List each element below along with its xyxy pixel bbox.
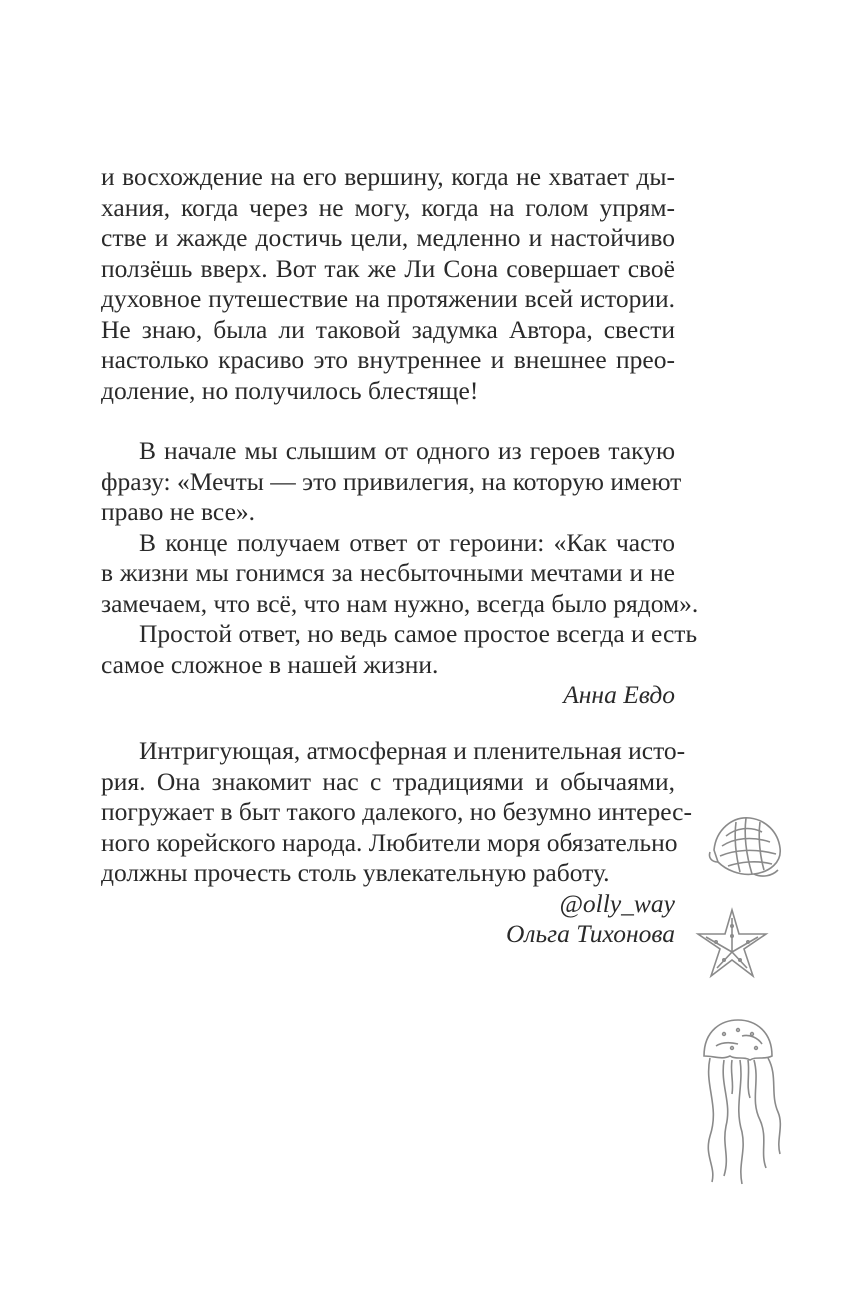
text-line: должны прочесть столь увлекательную работу. bbox=[101, 858, 610, 887]
text-line: погружает в быт такого далекого, но безумно интерес- bbox=[101, 797, 692, 826]
text-line: Интригующая, атмосферная и пленительная исто- bbox=[139, 736, 686, 765]
text-line: ного корейского народа. Любители моря обязательно bbox=[101, 827, 678, 857]
text-line: и восхождение на его вершину, когда не хватает ды- bbox=[101, 162, 675, 191]
text-line: доление, но получилось блестяще! bbox=[101, 375, 479, 405]
text-line: в жизни мы гонимся за несбыточными мечтами и не bbox=[101, 558, 675, 587]
text-line: настолько красиво это внутреннее и внешнее прео- bbox=[101, 345, 675, 374]
review-anna-evdo bbox=[101, 436, 699, 711]
text-line: ползёшь вверх. Вот так же Ли Сона совершает своё bbox=[101, 253, 675, 283]
text-line: право не все». bbox=[101, 497, 256, 526]
jellyfish-icon bbox=[694, 1016, 786, 1186]
text-line: замечаем, что всё, что нам нужно, всегда было рядом». bbox=[101, 588, 699, 618]
text-line: фразу: «Мечты — это привилегия, на которую имеют bbox=[101, 466, 682, 496]
review-signature-name: Ольга Тихонова bbox=[505, 919, 675, 948]
review-signature-handle: @olly_way bbox=[559, 888, 675, 918]
review-olga-tikhonova bbox=[101, 736, 692, 950]
text-line: В конце получаем ответ от героини: «Как часто bbox=[139, 527, 675, 557]
text-line: духовное путешествие на протяжении всей истории. bbox=[101, 284, 675, 313]
text-line: рия. Она знакомит нас с традициями и обычаями, bbox=[101, 766, 675, 796]
seashell-icon bbox=[706, 806, 786, 880]
review-paragraph-1 bbox=[101, 162, 675, 406]
text-line: самое сложное в нашей жизни. bbox=[101, 649, 439, 679]
text-line: стве и жажде достичь цели, медленно и настойчиво bbox=[101, 223, 675, 252]
text-line: Не знаю, была ли таковой задумка Автора, свести bbox=[101, 314, 675, 344]
text-line: В начале мы слышим от одного из героев такую bbox=[139, 436, 675, 465]
text-line: Простой ответ, но ведь самое простое всегда и есть bbox=[139, 619, 698, 648]
text-line: хания, когда через не могу, когда на голом упрям- bbox=[101, 192, 675, 222]
review-signature: Анна Евдо bbox=[563, 680, 675, 709]
starfish-icon bbox=[692, 904, 772, 984]
